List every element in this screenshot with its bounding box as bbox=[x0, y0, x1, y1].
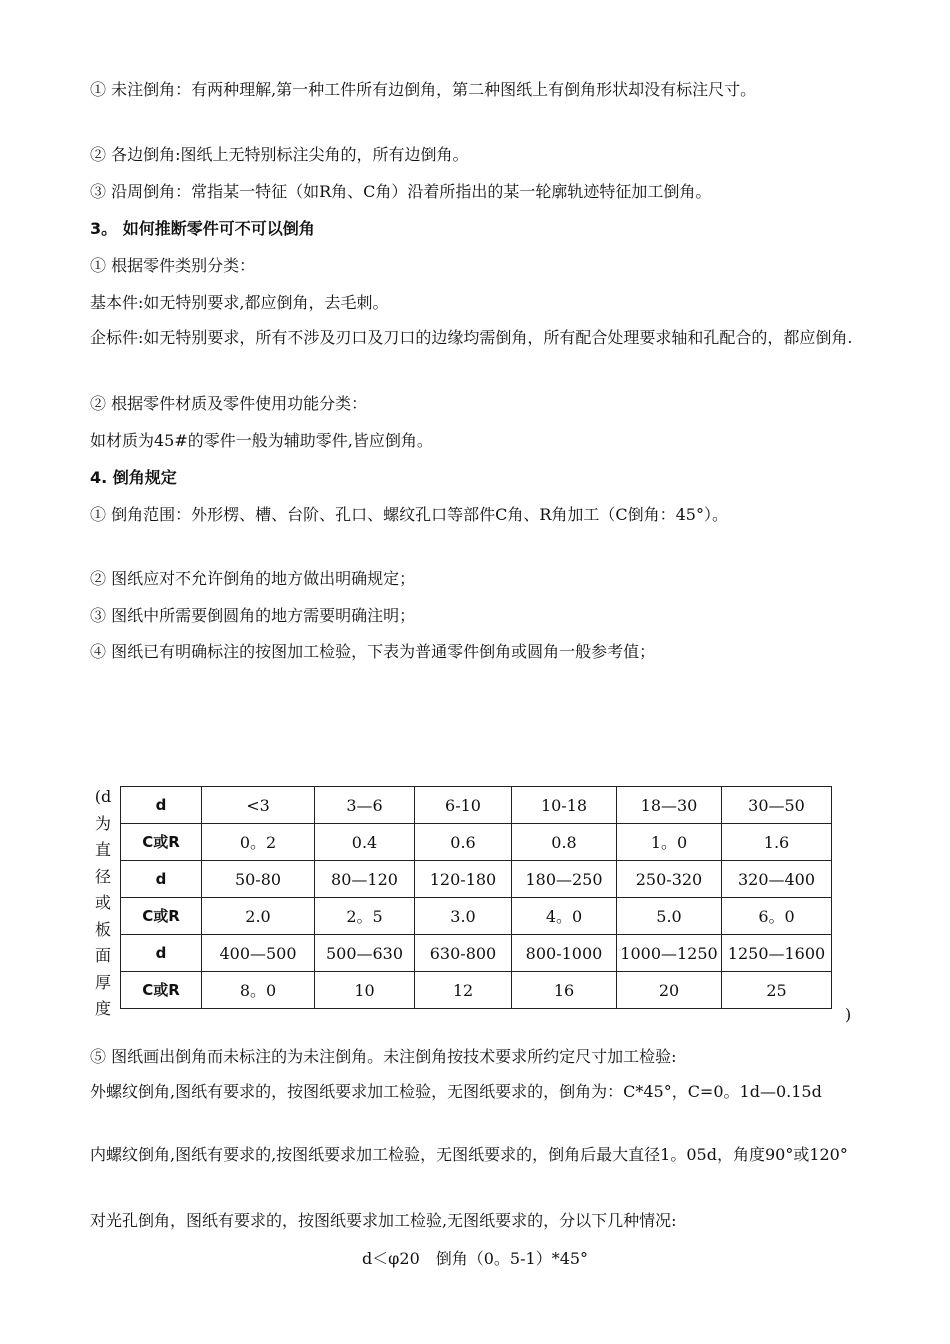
paragraph-plain-hole: 对光孔倒角，图纸有要求的，按图纸要求加工检验,无图纸要求的，分以下几种情况: bbox=[90, 1211, 677, 1230]
chamfer-reference-table bbox=[120, 786, 832, 1009]
table-row bbox=[121, 935, 832, 972]
table-cell: C或R bbox=[121, 824, 202, 861]
table-cell: 12 bbox=[415, 972, 512, 1009]
table-cell: 50-80 bbox=[202, 861, 315, 898]
table-cell: 180—250 bbox=[512, 861, 617, 898]
table-cell: 6-10 bbox=[415, 787, 512, 824]
table-cell: 800-1000 bbox=[512, 935, 617, 972]
formula-small-hole: d＜φ20 倒角（0。5-1）*45° bbox=[361, 1249, 589, 1268]
paragraph-material-45: 如材质为45#的零件一般为辅助零件,皆应倒角。 bbox=[90, 431, 433, 450]
table-row bbox=[121, 824, 832, 861]
table-cell: 18—30 bbox=[617, 787, 722, 824]
table-row bbox=[121, 898, 832, 935]
table-cell: 80—120 bbox=[315, 861, 415, 898]
table-cell: 10-18 bbox=[512, 787, 617, 824]
section-heading-3: 3。 如何推断零件可不可以倒角 bbox=[90, 219, 315, 238]
paragraph-classify-by-type: ① 根据零件类别分类： bbox=[90, 256, 256, 275]
paragraph-no-chamfer-rule: ② 图纸应对不允许倒角的地方做出明确规定； bbox=[90, 569, 416, 588]
table-row bbox=[121, 787, 832, 824]
paragraph-external-thread: 外螺纹倒角,图纸有要求的，按图纸要求加工检验，无图纸要求的，倒角为：C*45°，C=0。1d—0.15d bbox=[90, 1082, 822, 1101]
paragraph-internal-thread: 内螺纹倒角,图纸有要求的,按图纸要求加工检验，无图纸要求的，倒角后最大直径1。05d，角度90°或120° bbox=[90, 1145, 848, 1164]
table-cell: 5.0 bbox=[617, 898, 722, 935]
paragraph-unmarked-chamfer-drawn: ⑤ 图纸画出倒角而未标注的为未注倒角。未注倒角按技术要求所约定尺寸加工检验: bbox=[90, 1047, 677, 1066]
paragraph-round-chamfer-rule: ③ 图纸中所需要倒圆角的地方需要明确注明； bbox=[90, 606, 416, 625]
table-cell: 16 bbox=[512, 972, 617, 1009]
paragraph-all-edges-chamfer: ② 各边倒角:图纸上无特别标注尖角的，所有边倒角。 bbox=[90, 145, 469, 164]
table-row bbox=[121, 861, 832, 898]
table-cell: 120-180 bbox=[415, 861, 512, 898]
table-cell: <3 bbox=[202, 787, 315, 824]
table-cell: 1000—1250 bbox=[617, 935, 722, 972]
table-cell: 2.0 bbox=[202, 898, 315, 935]
table-cell: C或R bbox=[121, 972, 202, 1009]
table-cell: 4。0 bbox=[512, 898, 617, 935]
table-cell: 1250—1600 bbox=[722, 935, 832, 972]
paragraph-untagged-chamfer: ① 未注倒角：有两种理解,第一种工件所有边倒角，第二种图纸上有倒角形状却没有标注尺寸。 bbox=[90, 80, 757, 99]
table-cell: 25 bbox=[722, 972, 832, 1009]
table-cell: 320—400 bbox=[722, 861, 832, 898]
table-cell: 250-320 bbox=[617, 861, 722, 898]
table-row bbox=[121, 972, 832, 1009]
table-cell: 30—50 bbox=[722, 787, 832, 824]
table-cell: 3.0 bbox=[415, 898, 512, 935]
table-cell: 8。0 bbox=[202, 972, 315, 1009]
table-close-paren: ) bbox=[845, 1005, 852, 1024]
table-cell: 0.4 bbox=[315, 824, 415, 861]
table-cell: 0.8 bbox=[512, 824, 617, 861]
paragraph-reference-values: ④ 图纸已有明确标注的按图加工检验，下表为普通零件倒角或圆角一般参考值； bbox=[90, 642, 656, 661]
table-cell: 500—630 bbox=[315, 935, 415, 972]
table-cell: 0。2 bbox=[202, 824, 315, 861]
table-cell: C或R bbox=[121, 898, 202, 935]
paragraph-basic-parts: 基本件:如无特别要求,都应倒角，去毛刺。 bbox=[90, 293, 389, 312]
table-cell: 1。0 bbox=[617, 824, 722, 861]
table-cell: d bbox=[121, 935, 202, 972]
paragraph-chamfer-scope: ① 倒角范围：外形楞、槽、台阶、孔口、螺纹孔口等部件C角、R角加工（C倒角：45°）。 bbox=[90, 505, 728, 524]
table-cell: 0.6 bbox=[415, 824, 512, 861]
table-side-label: (d 为 直 径 或 板 面 厚 度 bbox=[94, 787, 112, 1018]
paragraph-standard-parts: 企标件:如无特别要求，所有不涉及刃口及刀口的边缘均需倒角，所有配合处理要求轴和孔配合的，都应倒角. bbox=[90, 328, 853, 347]
table-cell: 630-800 bbox=[415, 935, 512, 972]
paragraph-perimeter-chamfer: ③ 沿周倒角：常指某一特征（如R角、C角）沿着所指出的某一轮廓轨迹特征加工倒角。 bbox=[90, 182, 712, 201]
table-cell: 10 bbox=[315, 972, 415, 1009]
table-cell: 6。0 bbox=[722, 898, 832, 935]
table-cell: 400—500 bbox=[202, 935, 315, 972]
table-cell: 3—6 bbox=[315, 787, 415, 824]
table-cell: 1.6 bbox=[722, 824, 832, 861]
table-cell: 2。5 bbox=[315, 898, 415, 935]
table-cell: d bbox=[121, 787, 202, 824]
table-cell: 20 bbox=[617, 972, 722, 1009]
table-cell: d bbox=[121, 861, 202, 898]
paragraph-classify-by-material: ② 根据零件材质及零件使用功能分类： bbox=[90, 394, 368, 413]
section-heading-4: 4. 倒角规定 bbox=[90, 468, 177, 487]
